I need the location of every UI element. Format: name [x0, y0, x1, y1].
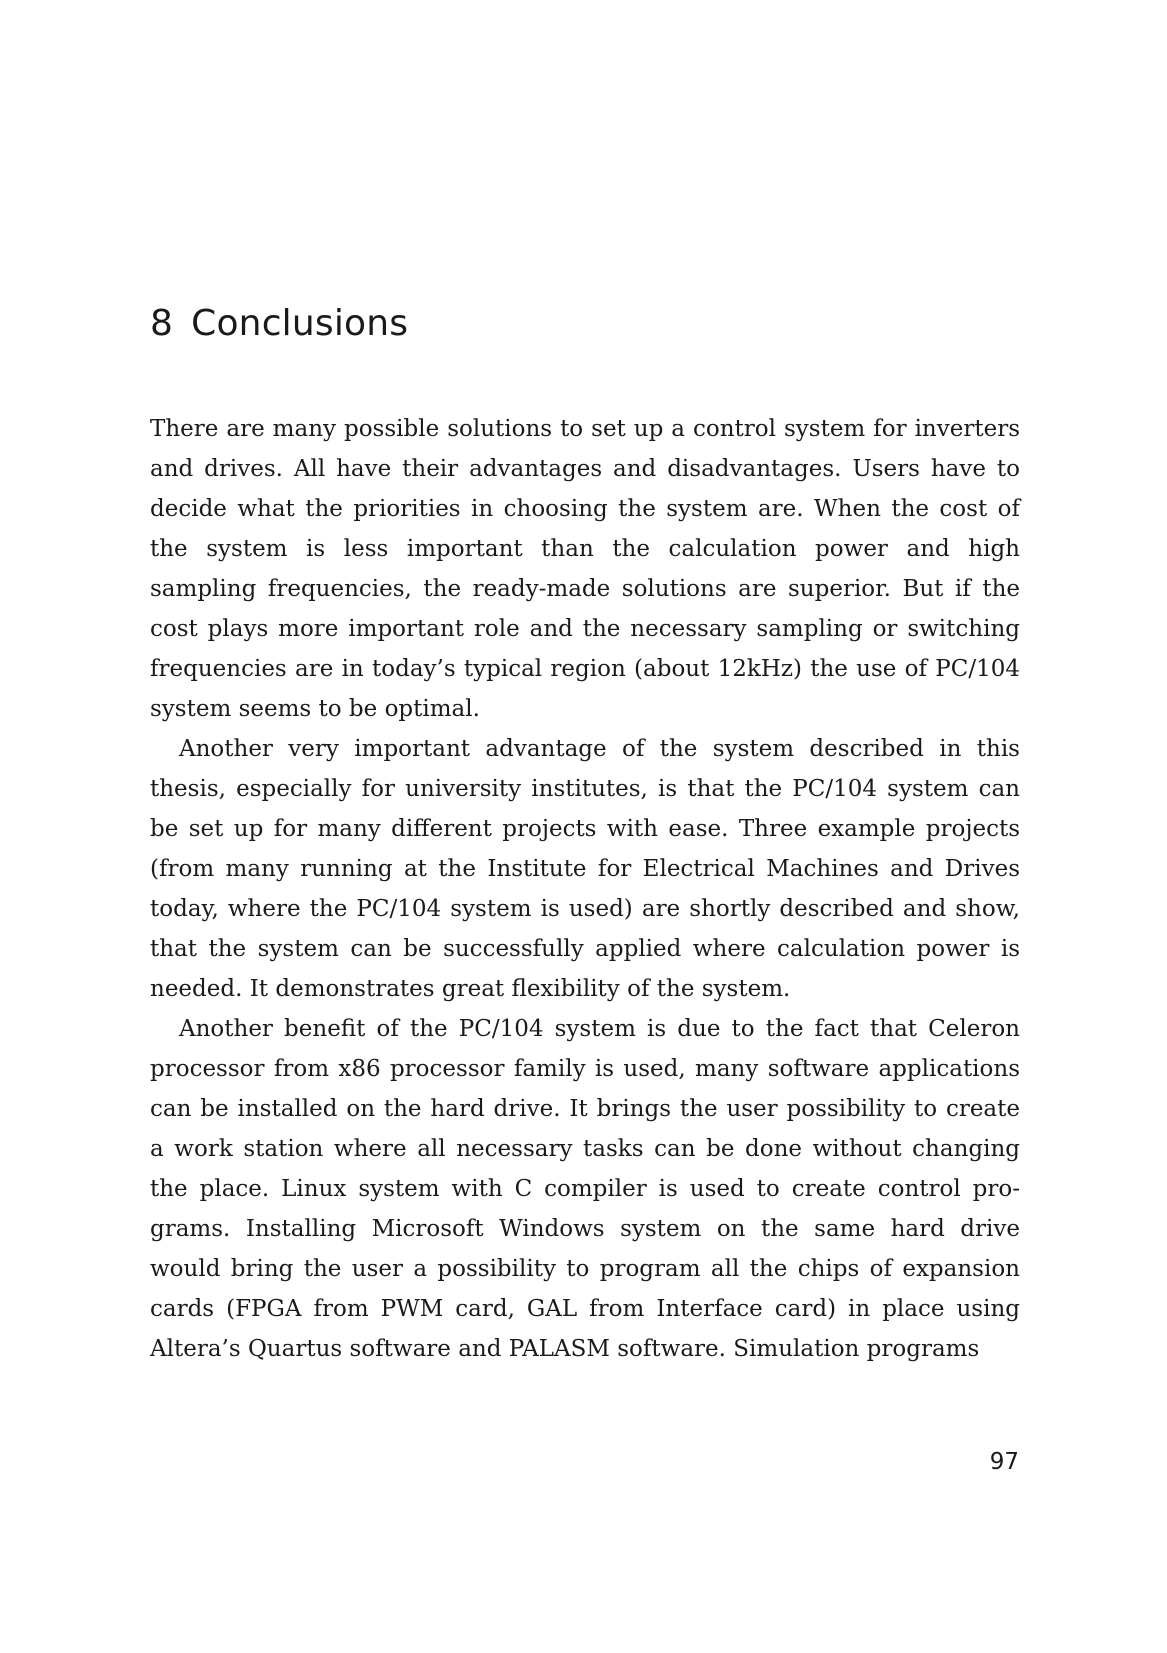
paragraph-software: Another benefit of the PC/104 system is due to the fact that Celeron processor from x86 processor family is used, many software applications can be installed on the hard drive. It brings the user possibility to create a work station where all necessary tasks can be done without changing the place. Linux system with C compiler is used to create control programs. Installing Microsoft Windows system on the same hard drive would bring the user a possibility to program all the chips of expansion cards (FPGA from PWM card, GAL from Interface card) in place using Altera’s Quartus software and PALASM software. Simulation programs: [150, 1016, 1020, 1362]
paragraph-intro: There are many possible solutions to set up a control system for inverters and drives. All have their advantages and disadvantages. Users have to decide what the priorities in choosing the system are. When the cost of the system is less important than the calculation power and high sampling frequencies, the ready-made solutions are superior. But if the cost plays more important role and the necessary sampling or switching frequencies are in today’s typical region (about 12kHz) the use of PC/104 system seems to be optimal.: [150, 416, 1020, 722]
chapter-title: Conclusions: [191, 303, 409, 344]
page-number: 97: [989, 1449, 1019, 1475]
chapter-number: 8: [150, 303, 174, 344]
chapter-heading: [150, 302, 408, 346]
body-text: [150, 409, 1020, 1369]
paragraph-flexibility: Another very important advantage of the system described in this thesis, especially for university institutes, is that the PC/104 system can be set up for many different projects with ease. Three example projects (from many running at the Institute for Electrical Machines and Drives today, where the PC/104 system is used) are shortly described and show, that the system can be successfully applied where calculation power is needed. It demonstrates great flexibility of the system.: [150, 736, 1020, 1002]
